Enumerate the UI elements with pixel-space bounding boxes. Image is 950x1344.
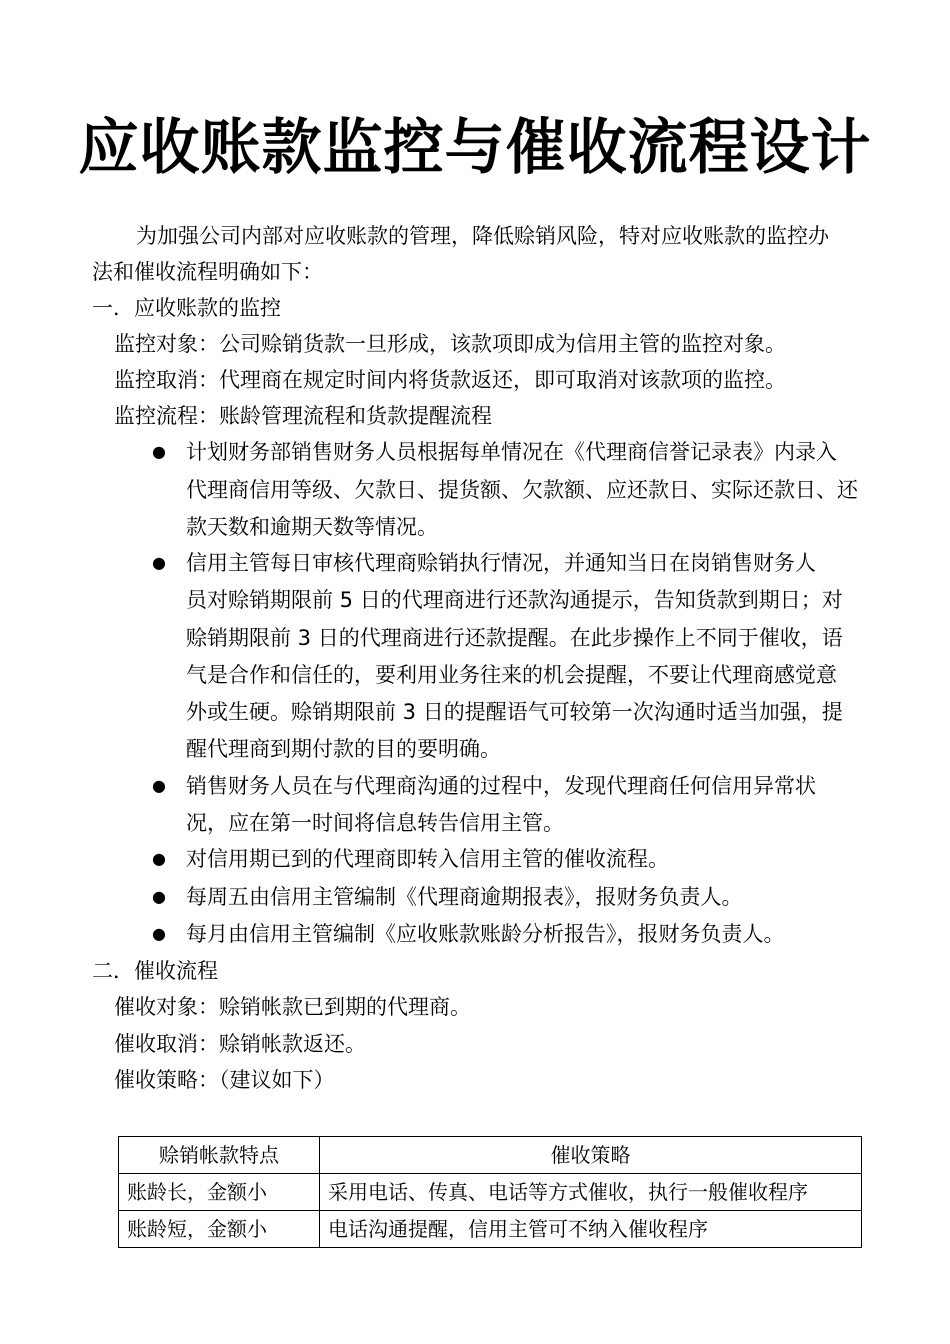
monitor-cancel: 监控取消：代理商在规定时间内将货款返还，即可取消对该款项的监控。: [114, 368, 786, 392]
bullet-1-line-1: 计划财务部销售财务人员根据每单情况在《代理商信誉记录表》内录入: [186, 440, 837, 464]
intro-line-2: 法和催收流程明确如下：: [92, 260, 323, 284]
collect-strategy: 催收策略：（建议如下）: [114, 1068, 335, 1092]
bullet-2-line-4: 气是合作和信任的，要利用业务往来的机会提醒，不要让代理商感觉意: [186, 663, 837, 687]
bullet-icon: ●: [152, 924, 166, 943]
bullet-6-line-1: 每月由信用主管编制《应收账款账龄分析报告》，报财务负责人。: [186, 922, 785, 946]
bullet-2-line-6: 醒代理商到期付款的目的要明确。: [186, 737, 501, 761]
monitor-target: 监控对象：公司赊销货款一旦形成，该款项即成为信用主管的监控对象。: [114, 332, 786, 356]
table-cell: 电话沟通提醒，信用主管可不纳入催收程序: [320, 1211, 862, 1248]
monitor-process: 监控流程：账龄管理流程和货款提醒流程: [114, 404, 492, 428]
bullet-1-line-3: 款天数和逾期天数等情况。: [186, 515, 438, 539]
document-title: 应收账款监控与催收流程设计: [78, 113, 872, 183]
section1-heading: 一．应收账款的监控: [92, 296, 281, 320]
bullet-2-line-1: 信用主管每日审核代理商赊销执行情况，并通知当日在岗销售财务人: [186, 551, 816, 575]
bullet-4-line-1: 对信用期已到的代理商即转入信用主管的催收流程。: [186, 847, 669, 871]
bullet-2-line-2: 员对赊销期限前 5 日的代理商进行还款沟通提示，告知货款到期日；对: [186, 588, 843, 612]
bullet-icon: ●: [152, 849, 166, 868]
strategy-table: [118, 1136, 862, 1248]
intro-line-1: 为加强公司内部对应收账款的管理，降低赊销风险，特对应收账款的监控办: [136, 224, 829, 248]
bullet-icon: ●: [152, 776, 166, 795]
bullet-2-line-5: 外或生硬。赊销期限前 3 日的提醒语气可较第一次沟通时适当加强，提: [186, 700, 843, 724]
bullet-1-line-2: 代理商信用等级、欠款日、提货额、欠款额、应还款日、实际还款日、还: [186, 478, 858, 502]
table-cell: 账龄长，金额小: [119, 1174, 320, 1211]
section2-heading: 二．催收流程: [92, 959, 218, 983]
table-header-cell: 赊销帐款特点: [119, 1137, 320, 1174]
bullet-icon: ●: [152, 442, 166, 461]
bullet-icon: ●: [152, 887, 166, 906]
bullet-2-line-3: 赊销期限前 3 日的代理商进行还款提醒。在此步操作上不同于催收，语: [186, 626, 843, 650]
table-header-cell: 催收策略: [320, 1137, 862, 1174]
table-row: [119, 1174, 862, 1211]
table-row: [119, 1211, 862, 1248]
table-cell: 采用电话、传真、电话等方式催收，执行一般催收程序: [320, 1174, 862, 1211]
collect-cancel: 催收取消：赊销帐款返还。: [114, 1032, 366, 1056]
bullet-5-line-1: 每周五由信用主管编制《代理商逾期报表》，报财务负责人。: [186, 885, 743, 909]
bullet-3-line-2: 况，应在第一时间将信息转告信用主管。: [186, 811, 564, 835]
bullet-3-line-1: 销售财务人员在与代理商沟通的过程中，发现代理商任何信用异常状: [186, 774, 816, 798]
collect-target: 催收对象：赊销帐款已到期的代理商。: [114, 995, 471, 1019]
bullet-icon: ●: [152, 553, 166, 572]
table-header-row: [119, 1137, 862, 1174]
table-cell: 账龄短，金额小: [119, 1211, 320, 1248]
